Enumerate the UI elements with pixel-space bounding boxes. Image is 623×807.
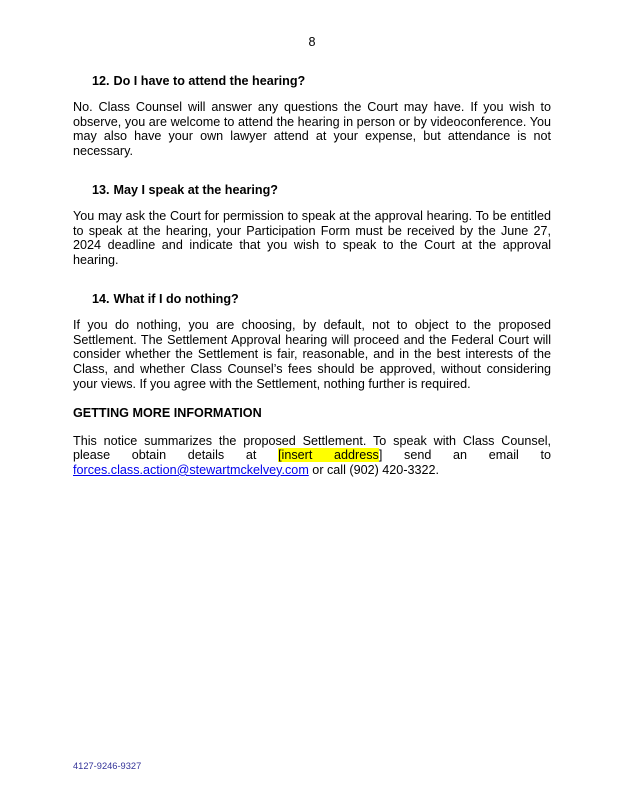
question-13-number: 13. (92, 182, 110, 197)
question-12-answer: No. Class Counsel will answer any questions the Court may have. If you wish to observe, you are welcome to attend the hearing in person or by videoconference. You may also have your own lawyer attend at your expense, but attendance is not necessary. (73, 100, 551, 158)
question-14-title: What if I do nothing? (113, 291, 239, 306)
question-13-heading (73, 183, 551, 198)
question-13-title: May I speak at the hearing? (113, 182, 278, 197)
question-14-heading (73, 292, 551, 307)
info-text-before: This notice summarizes the proposed Settlement. To speak with Class Counsel, please obtain details at (73, 433, 551, 463)
email-link[interactable]: forces.class.action@stewartmckelvey.com (73, 462, 309, 477)
insert-address-highlight: [insert address (278, 448, 379, 463)
question-14-number: 14. (92, 291, 110, 306)
info-text-mid: ] send an email to (378, 448, 551, 463)
info-paragraph (73, 434, 551, 478)
question-13-answer: You may ask the Court for permission to speak at the approval hearing. To be entitled to speak at the hearing, your Participation Form must be received by the June 27, 2024 deadline and indicate that you wish to speak to the Court at the approval hearing. (73, 209, 551, 267)
question-12-number: 12. (92, 73, 110, 88)
info-text-after: or call (902) 420-3322. (308, 462, 440, 477)
page-number: 8 (308, 35, 316, 49)
document-id-footer: 4127-9246-9327 (73, 761, 142, 771)
question-14-answer: If you do nothing, you are choosing, by default, not to object to the proposed Settlement. The Settlement Approval hearing will proceed and the Federal Court will consider whether the Settlement is fair, reasonable, and in the best interests of the Class, and whether Class Counsel’s fees should be approved, without considering your views. If you agree with the Settlement, nothing further is required. (73, 318, 551, 391)
question-12-heading (73, 74, 551, 89)
document-content (0, 35, 551, 477)
question-12-title: Do I have to attend the hearing? (113, 73, 306, 88)
getting-more-information-heading: GETTING MORE INFORMATION (73, 406, 262, 421)
